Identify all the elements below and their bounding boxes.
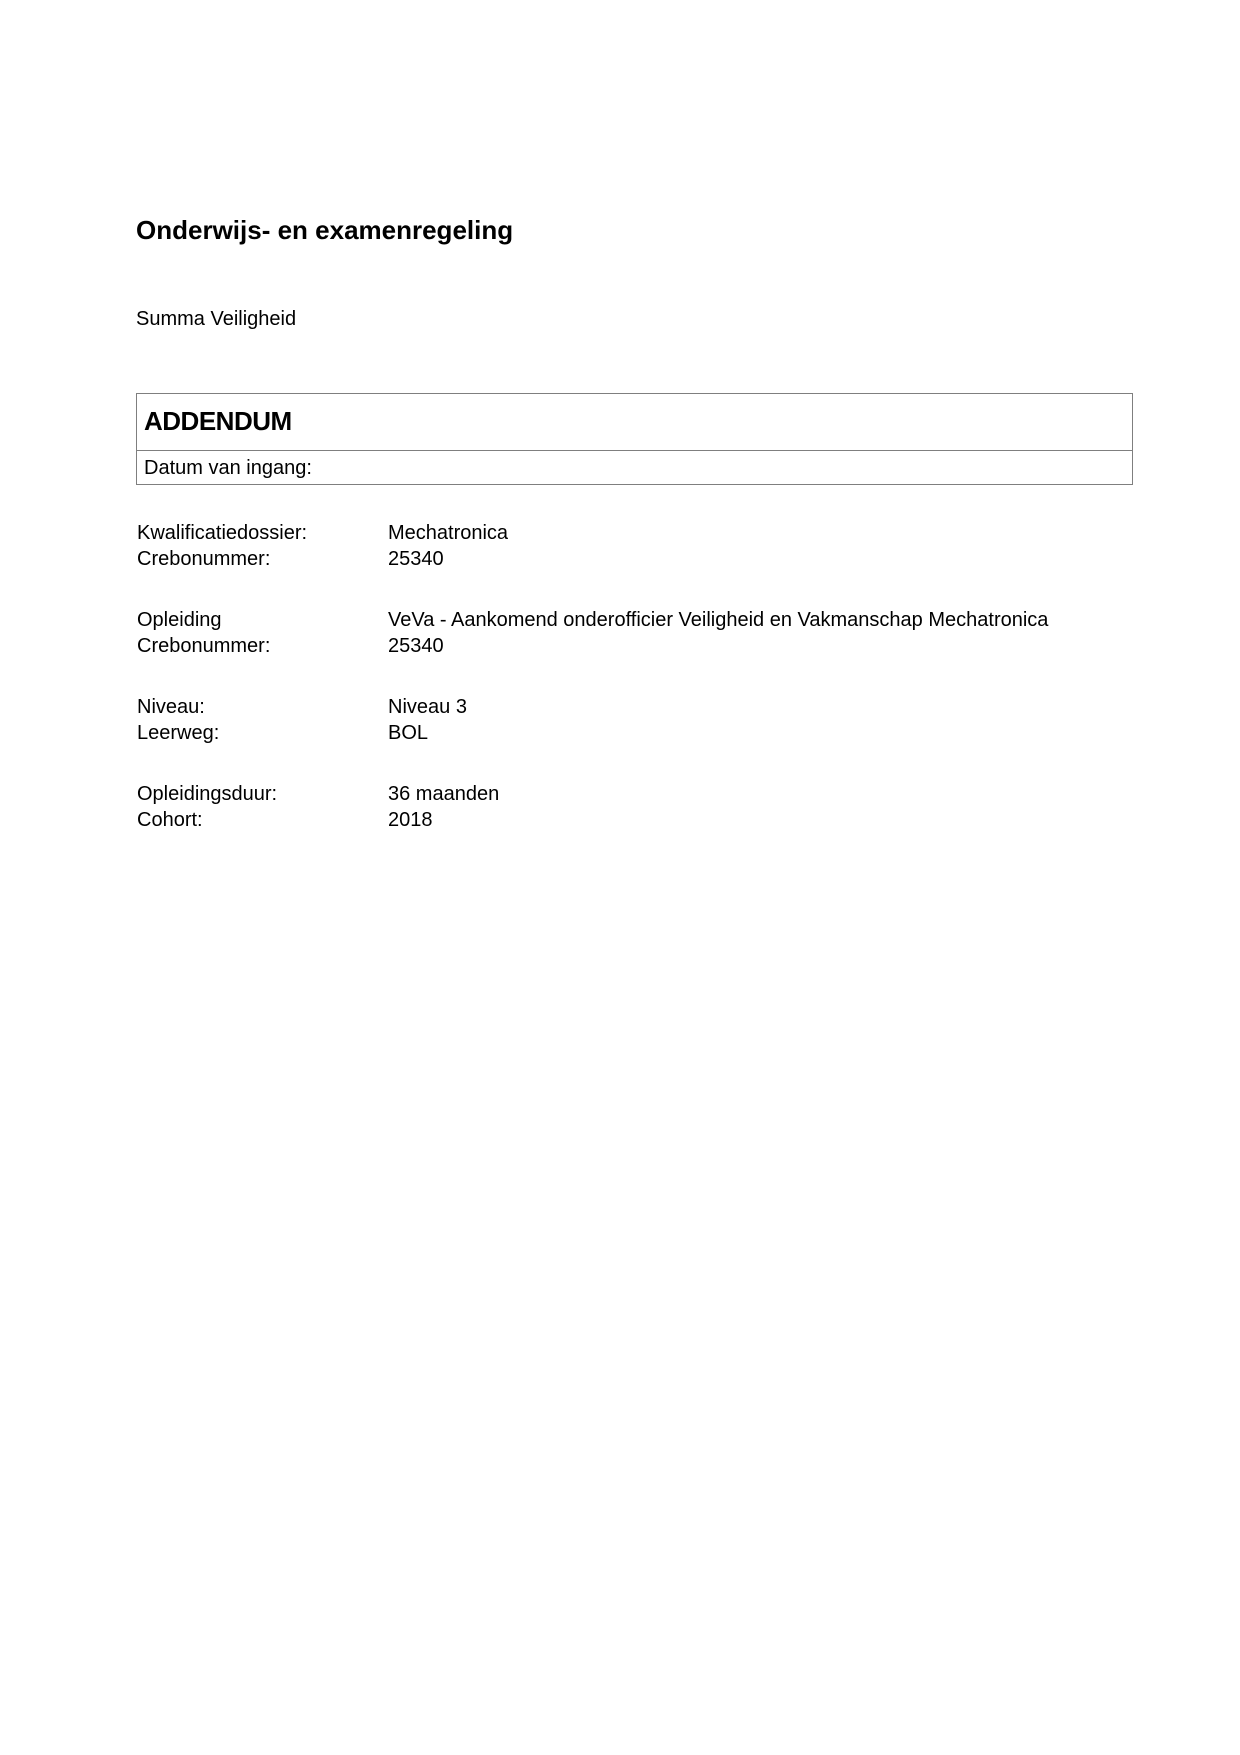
addendum-title: ADDENDUM <box>144 406 292 436</box>
info-row <box>137 694 1097 720</box>
info-row <box>137 720 1097 746</box>
info-label: Crebonummer: <box>137 548 271 570</box>
info-value: VeVa - Aankomend onderofficier Veiligheid en Vakmanschap Mechatronica <box>388 609 1049 631</box>
info-row <box>137 520 1097 546</box>
info-value: Mechatronica <box>388 522 509 544</box>
info-label: Opleiding <box>137 609 222 631</box>
info-label: Crebonummer: <box>137 635 271 657</box>
info-value: 25340 <box>388 635 444 657</box>
organisation-name: Summa Veiligheid <box>136 308 297 330</box>
info-grid <box>137 520 1097 868</box>
info-group-duration <box>137 781 1097 833</box>
info-row <box>137 633 1097 659</box>
info-label: Niveau: <box>137 696 205 718</box>
addendum-divider <box>137 450 1132 451</box>
info-value: BOL <box>388 722 429 744</box>
info-row <box>137 607 1097 633</box>
page-title: Onderwijs- en examenregeling <box>136 215 514 245</box>
info-group-education <box>137 607 1097 659</box>
info-label: Kwalificatiedossier: <box>137 522 308 544</box>
info-label: Cohort: <box>137 809 203 831</box>
info-group-level <box>137 694 1097 746</box>
info-value: 25340 <box>388 548 444 570</box>
info-row <box>137 807 1097 833</box>
info-value: Niveau 3 <box>388 696 467 718</box>
info-label: Opleidingsduur: <box>137 783 278 805</box>
addendum-date-label: Datum van ingang: <box>144 457 312 479</box>
info-label: Leerweg: <box>137 722 220 744</box>
info-value: 2018 <box>388 809 433 831</box>
info-value: 36 maanden <box>388 783 500 805</box>
info-row <box>137 546 1097 572</box>
info-row <box>137 781 1097 807</box>
info-group-qualification <box>137 520 1097 572</box>
addendum-box <box>136 393 1133 485</box>
